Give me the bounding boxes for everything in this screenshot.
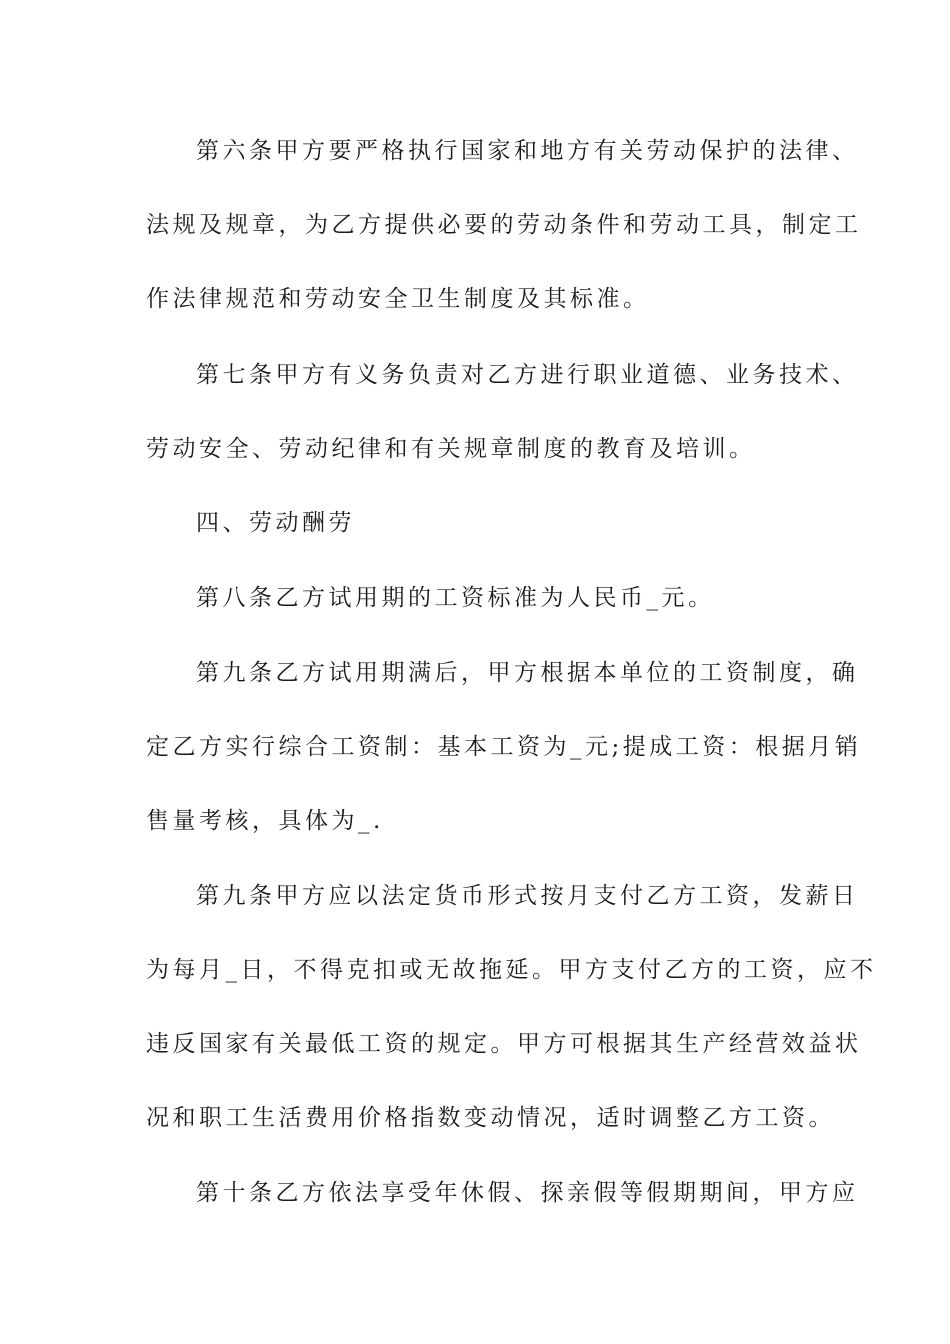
article-9-line-1: 第九条乙方试用期满后，甲方根据本单位的工资制度，确: [196, 660, 859, 686]
article-8-line-1: 第八条乙方试用期的工资标准为人民币_元。: [196, 585, 715, 611]
article-6-line-2: 法规及规章，为乙方提供必要的劳动条件和劳动工具，制定工: [146, 212, 862, 238]
article-9b-line-3: 违反国家有关最低工资的规定。甲方可根据其生产经营效益状: [146, 1031, 862, 1057]
article-9-line-3: 售量考核，具体为_.: [146, 808, 384, 834]
article-6-line-1: 第六条甲方要严格执行国家和地方有关劳动保护的法律、: [196, 138, 859, 164]
article-10-line-1: 第十条乙方依法享受年休假、探亲假等假期期间，甲方应: [196, 1180, 859, 1206]
article-9b-line-1: 第九条甲方应以法定货币形式按月支付乙方工资，发薪日: [196, 883, 859, 909]
article-6-line-3: 作法律规范和劳动安全卫生制度及其标准。: [146, 286, 650, 312]
article-9b-line-2: 为每月_日，不得克扣或无故拖延。甲方支付乙方的工资，应不: [146, 957, 877, 983]
article-7-line-1: 第七条甲方有义务负责对乙方进行职业道德、业务技术、: [196, 362, 859, 388]
section-heading: 四、劳动酬劳: [196, 510, 355, 536]
article-9b-line-4: 况和职工生活费用价格指数变动情况，适时调整乙方工资。: [146, 1105, 835, 1131]
article-7-line-2: 劳动安全、劳动纪律和有关规章制度的教育及培训。: [146, 436, 756, 462]
article-9-line-2: 定乙方实行综合工资制：基本工资为_元;提成工资：根据月销: [146, 734, 862, 760]
